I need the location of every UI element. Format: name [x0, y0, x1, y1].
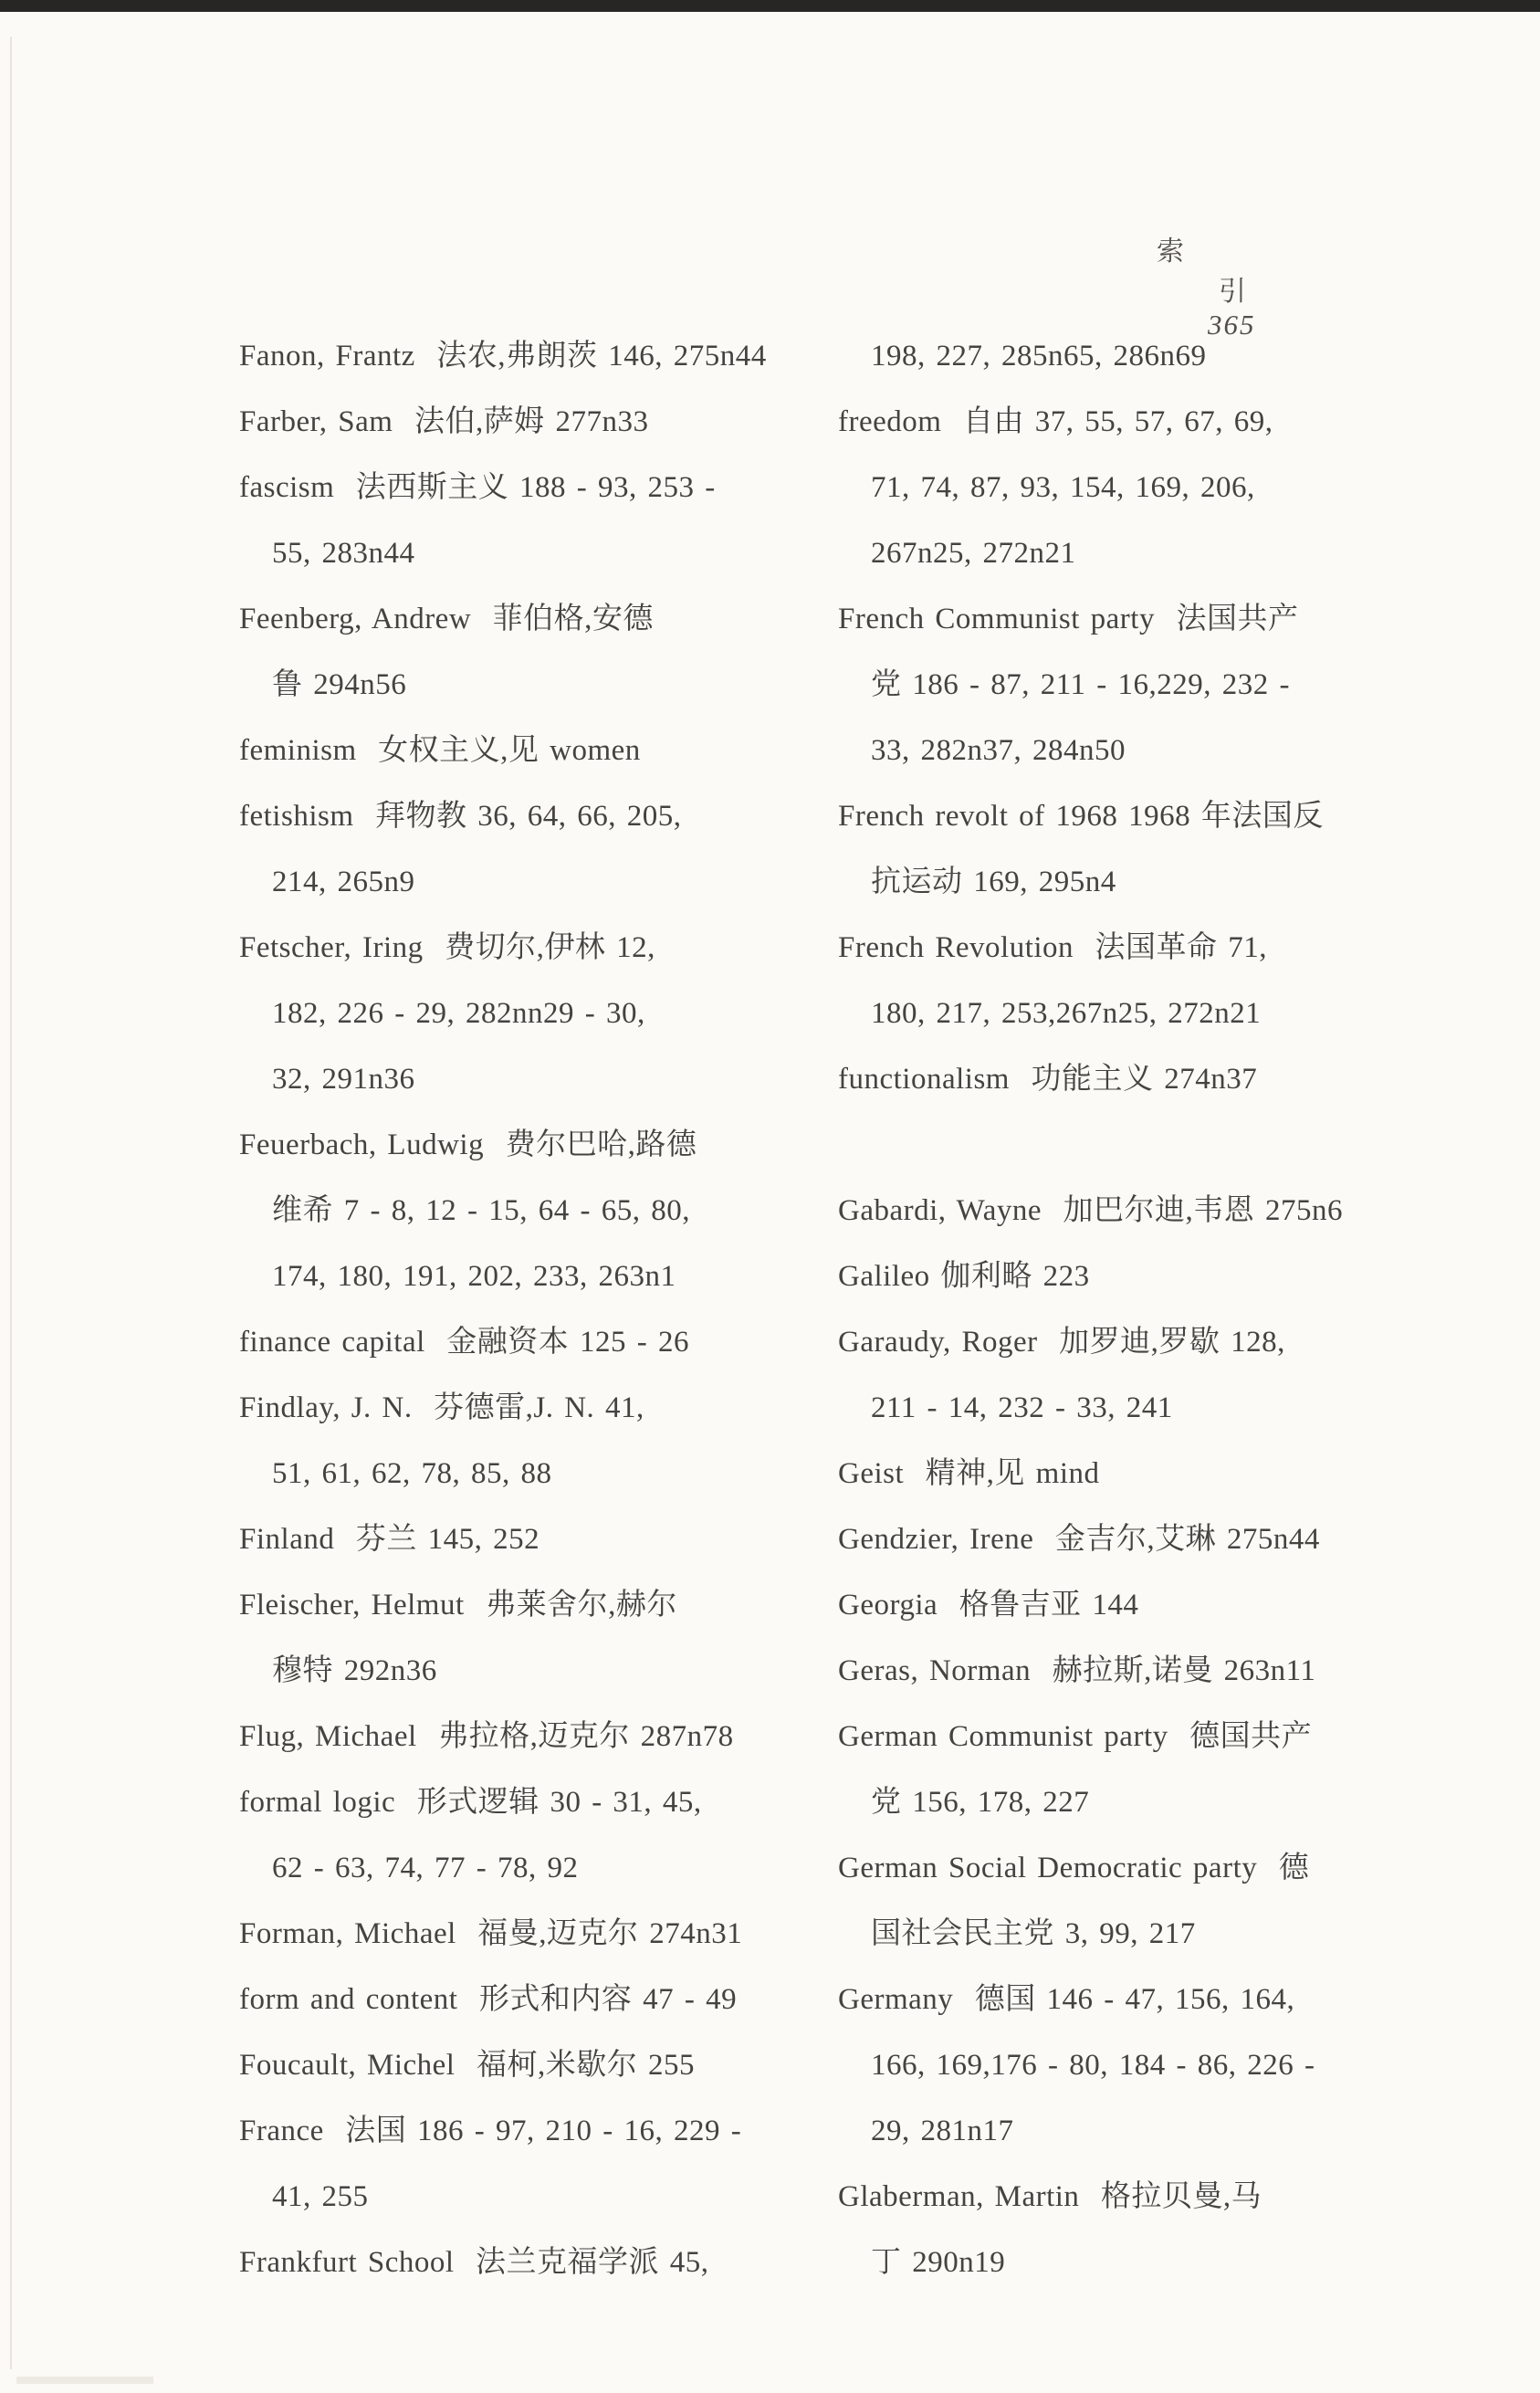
index-entry-line: 抗运动 169, 295n4 — [871, 866, 1116, 898]
index-entry-line: Farber, Sam 法伯,萨姆 277n33 — [239, 405, 649, 438]
scan-edge-band — [0, 0, 1540, 12]
index-entry-line: Finland 芬兰 145, 252 — [239, 1523, 540, 1556]
index-entry-line: Fleischer, Helmut 弗莱舍尔,赫尔 — [239, 1589, 677, 1622]
running-head-title-char-1: 索 — [1157, 236, 1184, 267]
index-entry-line: Fetscher, Iring 费切尔,伊林 12, — [239, 931, 655, 964]
index-entry-line: French Communist party 法国共产 — [838, 603, 1299, 635]
index-entry-line: 鲁 294n56 — [272, 668, 407, 701]
index-entry-line: 174, 180, 191, 202, 233, 263n1 — [272, 1260, 676, 1293]
index-entry-line — [838, 1112, 1431, 1178]
index-entry-line: Garaudy, Roger 加罗迪,罗歇 128, — [838, 1326, 1285, 1359]
index-entry-line: 267n25, 272n21 — [871, 537, 1076, 570]
index-entry-line: Frankfurt School 法兰克福学派 45, — [239, 2246, 709, 2279]
index-entry-line: 166, 169,176 - 80, 184 - 86, 226 - — [871, 2049, 1315, 2082]
index-entry-line: 丁 290n19 — [871, 2246, 1006, 2279]
index-entry-line: 214, 265n9 — [272, 866, 415, 898]
index-entry-line: 维希 7 - 8, 12 - 15, 64 - 65, 80, — [272, 1194, 690, 1227]
index-entry-line: French revolt of 1968 1968 年法国反 — [838, 800, 1324, 833]
index-entry-line: Foucault, Michel 福柯,米歇尔 255 — [239, 2049, 695, 2082]
index-entry-line: France 法国 186 - 97, 210 - 16, 229 - — [239, 2115, 742, 2147]
index-entry-line: 穆特 292n36 — [272, 1654, 437, 1687]
index-entry-line: Geras, Norman 赫拉斯,诺曼 263n11 — [838, 1654, 1316, 1687]
index-entry-line: 198, 227, 285n65, 286n69 — [871, 340, 1207, 373]
page-number: 365 — [1208, 309, 1256, 341]
index-entry-line: functionalism 功能主义 274n37 — [838, 1063, 1258, 1096]
index-entry-line: Forman, Michael 福曼,迈克尔 274n31 — [239, 1917, 743, 1950]
index-entry-line: 51, 61, 62, 78, 85, 88 — [272, 1457, 552, 1490]
index-entry-line: freedom 自由 37, 55, 57, 67, 69, — [838, 405, 1273, 438]
index-column-left — [239, 323, 833, 2295]
index-entry-line: Galileo 伽利略 223 — [838, 1260, 1090, 1293]
index-entry-line: 62 - 63, 74, 77 - 78, 92 — [272, 1852, 579, 1884]
index-column-right — [838, 323, 1431, 2295]
index-entry-line: Gabardi, Wayne 加巴尔迪,韦恩 275n6 — [838, 1194, 1343, 1227]
index-entry-line: 29, 281n17 — [871, 2115, 1014, 2147]
index-entry-line: fetishism 拜物教 36, 64, 66, 205, — [239, 800, 682, 833]
index-entry-line: Feenberg, Andrew 菲伯格,安德 — [239, 603, 654, 635]
scan-corner-artifact — [16, 2377, 153, 2384]
running-head-title-char-2: 引 — [1219, 277, 1246, 307]
index-entry-line: Georgia 格鲁吉亚 144 — [838, 1589, 1139, 1622]
index-entry-line: Gendzier, Irene 金吉尔,艾琳 275n44 — [838, 1523, 1320, 1556]
index-entry-line: fascism 法西斯主义 188 - 93, 253 - — [239, 471, 716, 504]
index-entry-line: formal logic 形式逻辑 30 - 31, 45, — [239, 1786, 702, 1819]
index-entry-line: Germany 德国 146 - 47, 156, 164, — [838, 1983, 1295, 2016]
index-entry-line: Fanon, Frantz 法农,弗朗茨 146, 275n44 — [239, 340, 767, 373]
index-entry-line: 211 - 14, 232 - 33, 241 — [871, 1391, 1173, 1424]
index-entry-line: Findlay, J. N. 芬德雷,J. N. 41, — [239, 1391, 644, 1424]
index-entry-line: French Revolution 法国革命 71, — [838, 931, 1268, 964]
index-entry-line: 国社会民主党 3, 99, 217 — [871, 1917, 1196, 1950]
index-entry-line: 32, 291n36 — [272, 1063, 415, 1096]
index-entry-line: 41, 255 — [272, 2180, 369, 2213]
index-entry-line: Flug, Michael 弗拉格,迈克尔 287n78 — [239, 1720, 734, 1753]
index-entry-line: feminism 女权主义,见 women — [239, 734, 641, 767]
index-entry-line: 71, 74, 87, 93, 154, 169, 206, — [871, 471, 1255, 504]
index-entry-line: German Social Democratic party 德 — [838, 1852, 1310, 1884]
index-entry-line: 182, 226 - 29, 282nn29 - 30, — [272, 997, 645, 1030]
index-entry-line: Geist 精神,见 mind — [838, 1457, 1100, 1490]
index-entry-line: finance capital 金融资本 125 - 26 — [239, 1326, 690, 1359]
index-entry-line: 党 156, 178, 227 — [871, 1786, 1090, 1819]
index-entry-line: German Communist party 德国共产 — [838, 1720, 1313, 1753]
index-entry-line: Glaberman, Martin 格拉贝曼,马 — [838, 2180, 1262, 2213]
index-entry-line: 党 186 - 87, 211 - 16,229, 232 - — [871, 668, 1290, 701]
index-entry-line: 33, 282n37, 284n50 — [871, 734, 1126, 767]
index-entry-line: Feuerbach, Ludwig 费尔巴哈,路德 — [239, 1128, 697, 1161]
index-entry-line: form and content 形式和内容 47 - 49 — [239, 1983, 738, 2016]
index-entry-line: 180, 217, 253,267n25, 272n21 — [871, 997, 1262, 1030]
scan-edge-line — [10, 37, 12, 2369]
index-entry-line: 55, 283n44 — [272, 537, 415, 570]
